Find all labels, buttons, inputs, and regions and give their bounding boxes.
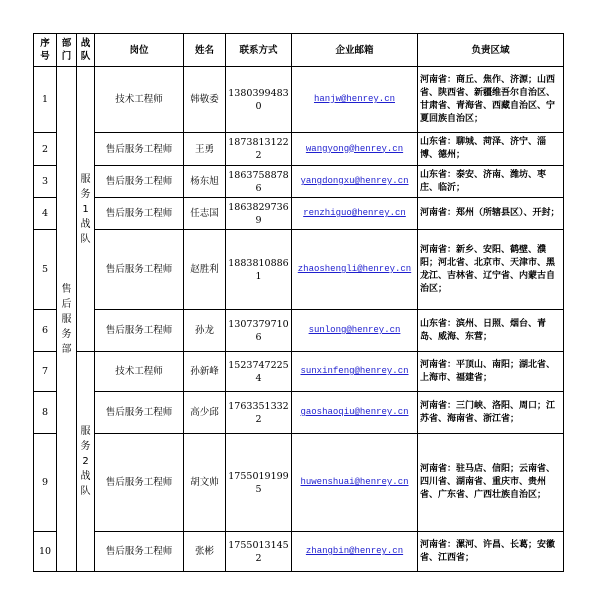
- row-no: 1: [34, 67, 57, 133]
- row-email-link[interactable]: renzhiguo@henrey.cn: [292, 198, 418, 230]
- table-row: [34, 352, 564, 392]
- header-department: 部门: [57, 34, 77, 67]
- row-no: 7: [34, 352, 57, 392]
- row-no: 9: [34, 434, 57, 532]
- row-name: 胡文帅: [184, 434, 226, 532]
- row-position: 售后服务工程师: [95, 230, 184, 310]
- row-position: 售后服务工程师: [95, 133, 184, 166]
- row-region: 河南省：驻马店、信阳；云南省、四川省、湖南省、重庆市、贵州省、广东省、广西壮族自治区；: [418, 434, 564, 532]
- table-row: [34, 230, 564, 310]
- row-name: 孙龙: [184, 310, 226, 352]
- row-no: 4: [34, 198, 57, 230]
- header-position: 岗位: [95, 34, 184, 67]
- row-position: 售后服务工程师: [95, 310, 184, 352]
- row-region: 河南省：新乡、安阳、鹤壁、濮阳；河北省、北京市、天津市、黑龙江、吉林省、辽宁省、内蒙古自治区；: [418, 230, 564, 310]
- header-name: 姓名: [184, 34, 226, 67]
- table-row: [34, 198, 564, 230]
- header-phone: 联系方式: [226, 34, 292, 67]
- row-region: 山东省：泰安、济南、潍坊、枣庄、临沂；: [418, 166, 564, 198]
- row-phone: 18637588786: [226, 166, 292, 198]
- row-name: 赵胜利: [184, 230, 226, 310]
- row-email-link[interactable]: sunxinfeng@henrey.cn: [292, 352, 418, 392]
- row-name: 韩敬委: [184, 67, 226, 133]
- row-position: 技术工程师: [95, 352, 184, 392]
- row-phone: 18738131222: [226, 133, 292, 166]
- row-region: 山东省：滨州、日照、烟台、青岛、威海、东营；: [418, 310, 564, 352]
- row-position: 技术工程师: [95, 67, 184, 133]
- row-region: 河南省：漯河、许昌、长葛；安徽省、江西省；: [418, 532, 564, 572]
- row-phone: 15237472254: [226, 352, 292, 392]
- row-phone: 13073797106: [226, 310, 292, 352]
- row-no: 3: [34, 166, 57, 198]
- table-row: [34, 310, 564, 352]
- row-position: 售后服务工程师: [95, 532, 184, 572]
- row-no: 8: [34, 392, 57, 434]
- row-phone: 17633513322: [226, 392, 292, 434]
- header-team: 战队: [77, 34, 95, 67]
- header-no: 序号: [34, 34, 57, 67]
- row-email-link[interactable]: huwenshuai@henrey.cn: [292, 434, 418, 532]
- row-email-link[interactable]: sunlong@henrey.cn: [292, 310, 418, 352]
- row-name: 张彬: [184, 532, 226, 572]
- team-1-cell: 服务1战队: [77, 67, 95, 352]
- table-row: [34, 133, 564, 166]
- team-2-cell: 服务2战队: [77, 352, 95, 572]
- row-name: 孙新峰: [184, 352, 226, 392]
- table-row: [34, 166, 564, 198]
- row-name: 高少邱: [184, 392, 226, 434]
- row-no: 5: [34, 230, 57, 310]
- table-row: [34, 392, 564, 434]
- row-email-link[interactable]: yangdongxu@henrey.cn: [292, 166, 418, 198]
- table-row: [34, 67, 564, 133]
- table-row: [34, 532, 564, 572]
- row-region: 河南省：郑州（所辖县区）、开封；: [418, 198, 564, 230]
- row-email-link[interactable]: wangyong@henrey.cn: [292, 133, 418, 166]
- row-no: 6: [34, 310, 57, 352]
- row-name: 王勇: [184, 133, 226, 166]
- row-region: 山东省：聊城、菏泽、济宁、淄博、德州；: [418, 133, 564, 166]
- row-email-link[interactable]: hanjw@henrey.cn: [292, 67, 418, 133]
- row-phone: 17550191995: [226, 434, 292, 532]
- row-phone: 13803994830: [226, 67, 292, 133]
- row-phone: 18638297369: [226, 198, 292, 230]
- row-region: 河南省：平顶山、南阳；湖北省、上海市、福建省；: [418, 352, 564, 392]
- header-region: 负责区域: [418, 34, 564, 67]
- row-phone: 18838108861: [226, 230, 292, 310]
- row-position: 售后服务工程师: [95, 198, 184, 230]
- row-position: 售后服务工程师: [95, 434, 184, 532]
- row-position: 售后服务工程师: [95, 392, 184, 434]
- row-region: 河南省：三门峡、洛阳、周口；江苏省、海南省、浙江省；: [418, 392, 564, 434]
- row-email-link[interactable]: gaoshaoqiu@henrey.cn: [292, 392, 418, 434]
- row-region: 河南省：商丘、焦作、济源；山西省、陕西省、新疆维吾尔自治区、甘肃省、青海省、西藏自治区、宁夏回族自治区；: [418, 67, 564, 133]
- header-email: 企业邮箱: [292, 34, 418, 67]
- header-row: [34, 34, 564, 67]
- row-email-link[interactable]: zhaoshengli@henrey.cn: [292, 230, 418, 310]
- row-name: 任志国: [184, 198, 226, 230]
- table-row: [34, 434, 564, 532]
- staff-roster-table: [33, 33, 564, 572]
- row-phone: 17550131452: [226, 532, 292, 572]
- row-no: 10: [34, 532, 57, 572]
- row-name: 杨东旭: [184, 166, 226, 198]
- department-cell: 售后服务部: [57, 67, 77, 572]
- row-email-link[interactable]: zhangbin@henrey.cn: [292, 532, 418, 572]
- row-no: 2: [34, 133, 57, 166]
- row-position: 售后服务工程师: [95, 166, 184, 198]
